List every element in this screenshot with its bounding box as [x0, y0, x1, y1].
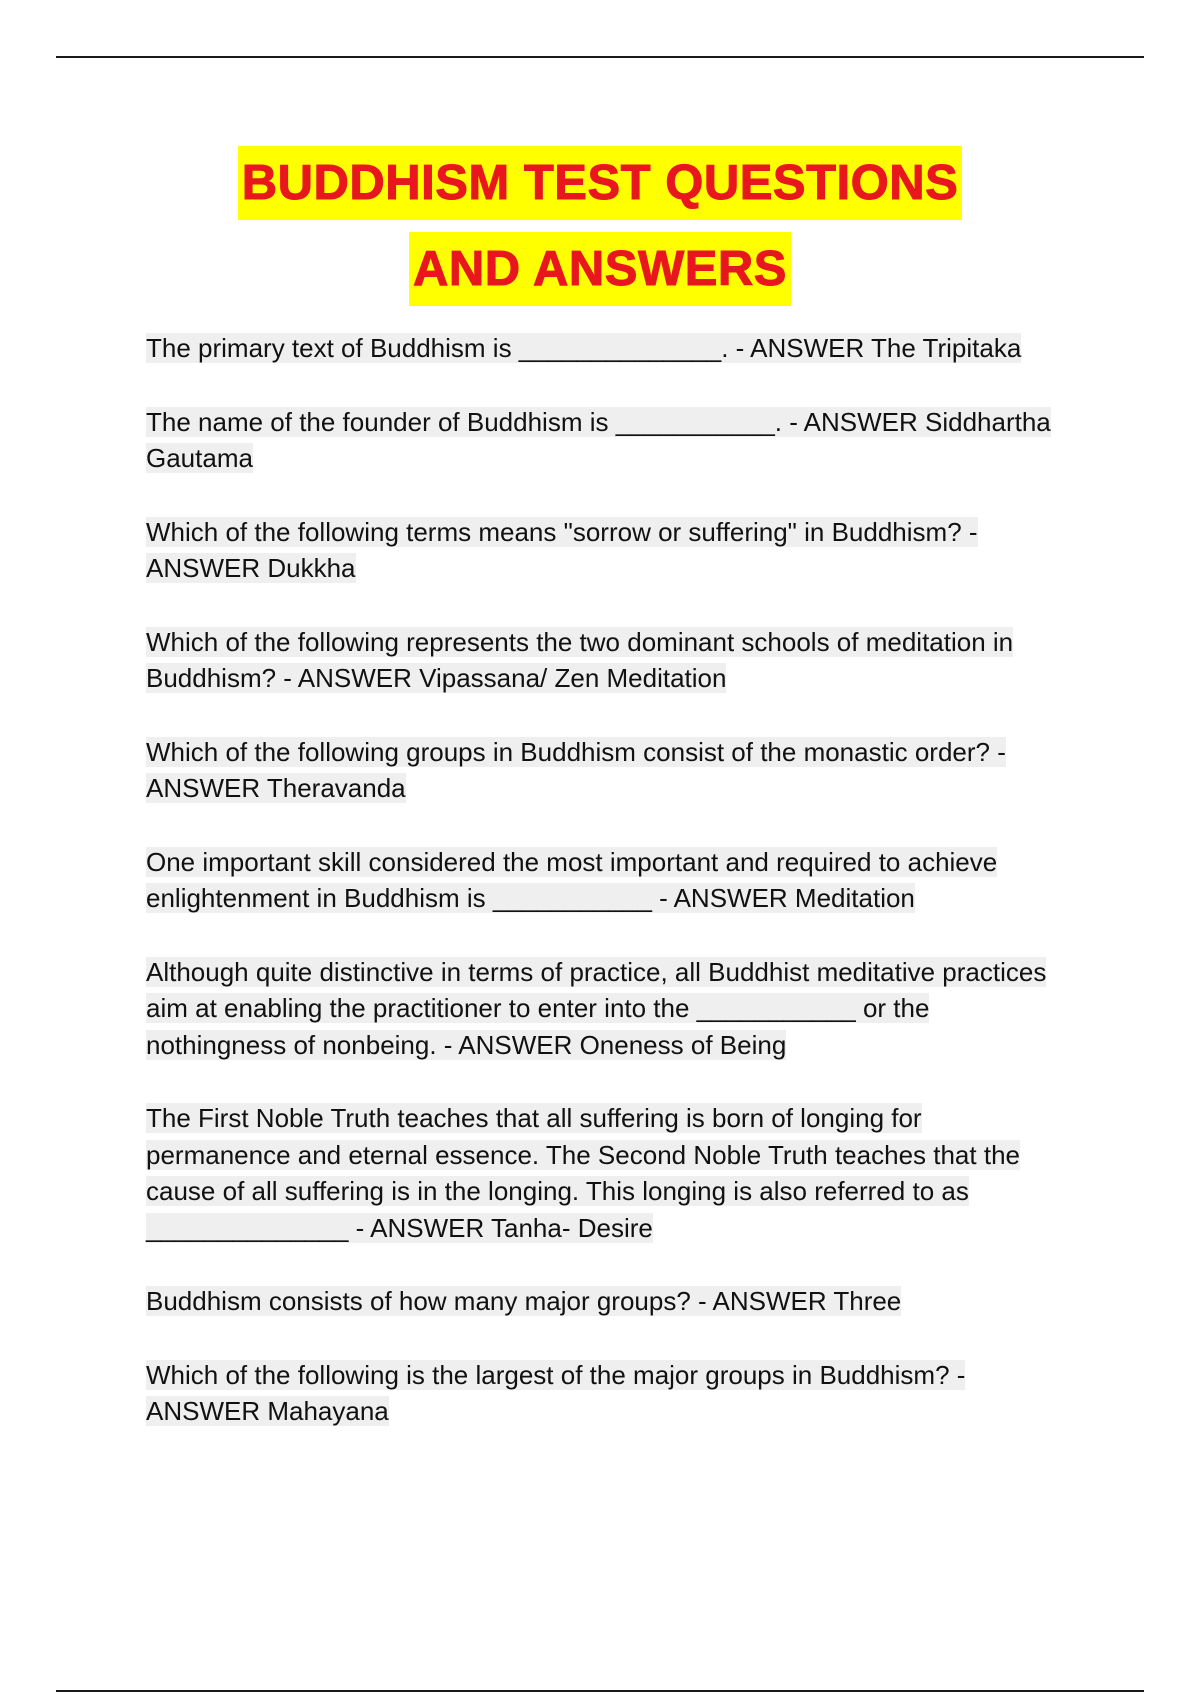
- qa-list: [146, 330, 1066, 1467]
- bottom-rule: [56, 1690, 1144, 1692]
- qa-text: The First Noble Truth teaches that all suffering is born of longing for permanence and eternal essence. The Second Noble Truth teaches that the cause of all suffering is in the longing. This longing is also referred to as ______________ - ANSWER Tanha- Desire: [146, 1103, 1020, 1243]
- title-line-2: AND ANSWERS: [409, 232, 791, 306]
- qa-item: [146, 404, 1066, 477]
- qa-item: [146, 624, 1066, 697]
- qa-item: [146, 844, 1066, 917]
- qa-item: [146, 734, 1066, 807]
- top-rule: [56, 56, 1144, 58]
- qa-text: Which of the following is the largest of the major groups in Buddhism? - ANSWER Mahayana: [146, 1359, 966, 1426]
- qa-text: Which of the following terms means "sorrow or suffering" in Buddhism? - ANSWER Dukkha: [146, 516, 978, 583]
- qa-text: The primary text of Buddhism is ______________. - ANSWER The Tripitaka: [146, 333, 1022, 363]
- title-line-1: BUDDHISM TEST QUESTIONS: [238, 146, 963, 220]
- qa-item: [146, 1357, 1066, 1430]
- qa-text: Although quite distinctive in terms of practice, all Buddhist meditative practices aim at enabling the practitioner to enter into the ___________ or the nothingness of nonbeing. - ANSWER Oneness of Being: [146, 956, 1047, 1060]
- qa-item: [146, 514, 1066, 587]
- qa-item: [146, 330, 1066, 367]
- qa-text: Buddhism consists of how many major groups? - ANSWER Three: [146, 1286, 902, 1316]
- qa-text: One important skill considered the most important and required to achieve enlightenment in Buddhism is ___________ - ANSWER Meditation: [146, 846, 998, 913]
- qa-item: [146, 954, 1066, 1064]
- qa-text: The name of the founder of Buddhism is ___________. - ANSWER Siddhartha Gautama: [146, 406, 1051, 473]
- document-title: [0, 146, 1200, 318]
- qa-text: Which of the following represents the two dominant schools of meditation in Buddhism? - ANSWER Vipassana/ Zen Meditation: [146, 626, 1014, 693]
- qa-item: [146, 1283, 1066, 1320]
- qa-text: Which of the following groups in Buddhism consist of the monastic order? - ANSWER Theravanda: [146, 736, 1006, 803]
- qa-item: [146, 1100, 1066, 1246]
